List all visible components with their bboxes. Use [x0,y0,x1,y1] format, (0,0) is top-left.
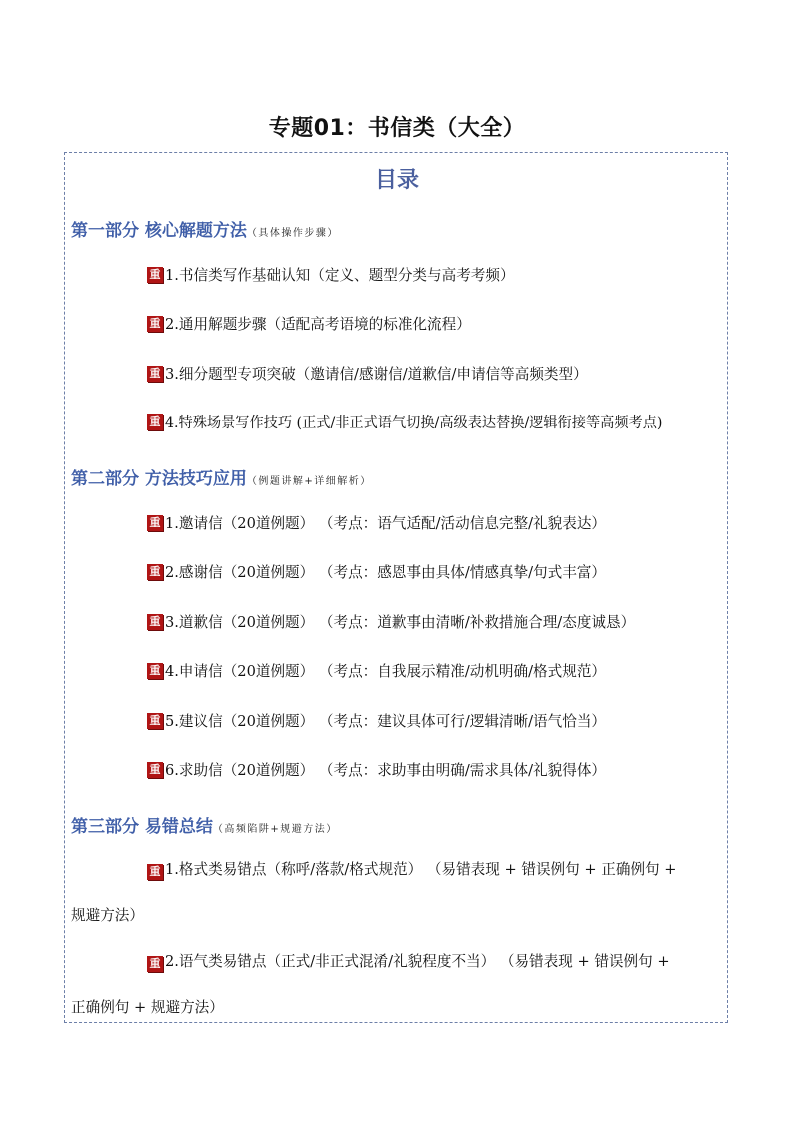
toc-item[interactable] [147,710,606,731]
part-note: （例题讲解+详细解析） [246,476,372,487]
key-point-icon: 重 [147,414,163,430]
key-point-icon: 重 [147,663,163,679]
part-title: 第一部分 核心解题方法 [71,221,247,241]
toc-item[interactable] [147,660,606,681]
key-point-icon: 重 [147,267,163,283]
part-1-heading[interactable] [71,216,339,241]
toc-item-text: 2.通用解题步骤（适配高考语境的标准化流程） [165,316,471,333]
toc-item-text: 6.求助信（20道例题） （考点：求助事由明确/需求具体/礼貌得体） [165,762,607,779]
key-point-icon: 重 [147,564,163,580]
toc-item-text: 4.特殊场景写作技巧 (正式/非正式语气切换/高级表达替换/逻辑衔接等高频考点) [165,415,663,431]
toc-heading: 目录 [374,168,419,193]
toc-item[interactable] [147,264,515,285]
toc-item[interactable] [147,363,588,384]
key-point-icon: 重 [147,956,163,972]
toc-item[interactable] [147,759,606,780]
key-point-icon: 重 [147,316,163,332]
key-point-icon: 重 [147,864,163,880]
toc-item[interactable] [71,847,719,939]
part-2-heading[interactable] [71,464,372,489]
part-title: 第三部分 易错总结 [71,817,213,837]
toc-item[interactable] [147,611,635,632]
toc-item[interactable] [71,939,719,1031]
key-point-icon: 重 [147,762,163,778]
part-title: 第二部分 方法技巧应用 [71,469,247,489]
part-3-heading[interactable] [71,812,338,837]
toc-item-text: 5.建议信（20道例题） （考点：建议具体可行/逻辑清晰/语气恰当） [165,713,607,730]
key-point-icon: 重 [147,366,163,382]
key-point-icon: 重 [147,713,163,729]
toc-item-text: 1.邀请信（20道例题） （考点：语气适配/活动信息完整/礼貌表达） [165,515,607,532]
document-title: 专题01：书信类（大全） [268,116,526,141]
part-note: （具体操作步骤） [246,228,339,239]
toc-item-text: 2.语气类易错点（正式/非正式混淆/礼貌程度不当） （易错表现 + 错误例句 + [165,953,670,970]
toc-item[interactable] [147,561,606,582]
toc-item-text: 3.道歉信（20道例题） （考点：道歉事由清晰/补救措施合理/态度诚恳） [165,614,636,631]
toc-item-continuation: 规避方法） [71,907,144,924]
toc-item-continuation: 正确例句 + 规避方法） [71,999,224,1016]
toc-item[interactable] [147,313,471,334]
key-point-icon: 重 [147,614,163,630]
key-point-icon: 重 [147,515,163,531]
toc-item-text: 1.格式类易错点（称呼/落款/格式规范） （易错表现 + 错误例句 + 正确例句 + [165,861,677,878]
toc-item-text: 2.感谢信（20道例题） （考点：感恩事由具体/情感真挚/句式丰富） [165,564,607,581]
toc-item[interactable] [147,512,606,533]
part-note: （高频陷阱+规避方法） [212,824,338,835]
toc-item[interactable] [147,412,662,432]
toc-item-text: 4.申请信（20道例题） （考点：自我展示精准/动机明确/格式规范） [165,663,607,680]
toc-item-text: 3.细分题型专项突破（邀请信/感谢信/道歉信/申请信等高频类型） [165,366,588,383]
toc-item-text: 1.书信类写作基础认知（定义、题型分类与高考考频） [165,267,515,284]
